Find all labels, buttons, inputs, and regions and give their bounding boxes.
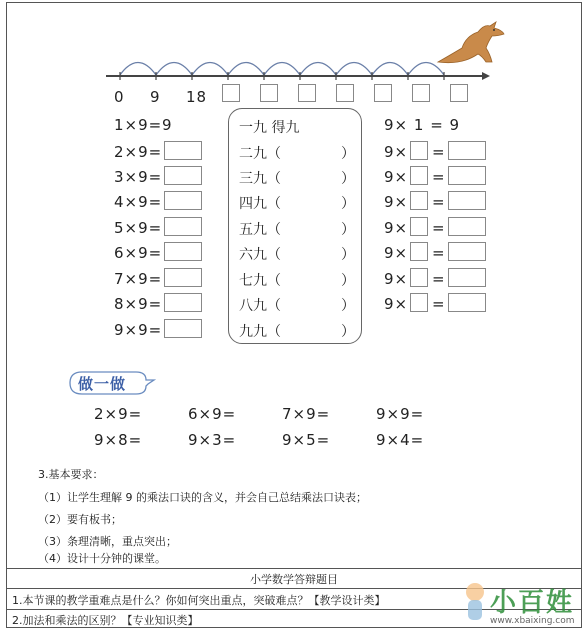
- right-prefix: 9×: [384, 270, 409, 288]
- rhyme-line: 四九（: [239, 196, 281, 212]
- rhyme-panel: [228, 108, 362, 344]
- practice-title: 做一做: [78, 375, 127, 393]
- right-prefix: 9×: [384, 143, 409, 161]
- equals-sign: =: [432, 168, 446, 186]
- rhyme-close: ）: [341, 324, 355, 340]
- left-equation-answer: 9: [162, 116, 173, 134]
- practice-problem: 9×8=: [94, 431, 143, 449]
- product-box[interactable]: [448, 166, 486, 185]
- requirement-item: （3）条理清晰，重点突出；: [38, 535, 177, 548]
- factor-box[interactable]: [410, 191, 428, 210]
- requirement-item: （2）要有板书；: [38, 513, 122, 526]
- left-equation: 2×9=: [114, 143, 163, 161]
- equals-sign: =: [432, 295, 446, 313]
- defense-question: 1.本节课的教学重难点是什么？你如何突出重点，突破难点？【教学设计类】: [12, 594, 386, 607]
- number-line-blank[interactable]: [260, 84, 278, 102]
- practice-problem: 9×3=: [188, 431, 237, 449]
- answer-box[interactable]: [164, 319, 202, 338]
- factor-box[interactable]: [410, 242, 428, 261]
- watermark-url: www.xbaixing.com: [490, 616, 575, 626]
- factor-box[interactable]: [410, 268, 428, 287]
- rhyme-close: ）: [341, 247, 355, 263]
- product-box[interactable]: [448, 268, 486, 287]
- answer-box[interactable]: [164, 217, 202, 236]
- kangaroo-icon: [432, 18, 508, 66]
- equals-sign: =: [432, 143, 446, 161]
- practice-problem: 2×9=: [94, 405, 143, 423]
- product-box[interactable]: [448, 217, 486, 236]
- right-prefix: 9×: [384, 244, 409, 262]
- rhyme-close: ）: [341, 171, 355, 187]
- rhyme-close: ）: [341, 273, 355, 289]
- requirements-heading: 3.基本要求：: [38, 468, 104, 481]
- product-box[interactable]: [448, 141, 486, 160]
- product-box[interactable]: [448, 293, 486, 312]
- practice-problem: 9×4=: [376, 431, 425, 449]
- number-line-blank[interactable]: [222, 84, 240, 102]
- factor-box[interactable]: [410, 217, 428, 236]
- requirement-item: （4）设计十分钟的课堂。: [38, 552, 166, 565]
- factor-box[interactable]: [410, 141, 428, 160]
- left-equation: 8×9=: [114, 295, 163, 313]
- right-prefix: 9×: [384, 193, 409, 211]
- rhyme-line: 九九（: [239, 324, 281, 340]
- number-line-blank[interactable]: [298, 84, 316, 102]
- equals-sign: =: [432, 270, 446, 288]
- number-line-label-0: 0: [114, 88, 125, 106]
- number-line-blank[interactable]: [336, 84, 354, 102]
- left-equation: 5×9=: [114, 219, 163, 237]
- factor-box[interactable]: [410, 293, 428, 312]
- left-equation: 4×9=: [114, 193, 163, 211]
- right-prefix: 9×: [384, 219, 409, 237]
- answer-box[interactable]: [164, 141, 202, 160]
- rhyme-line: 八九（: [239, 298, 281, 314]
- number-line-blank[interactable]: [412, 84, 430, 102]
- rhyme-first: 一九 得九: [239, 120, 300, 136]
- answer-box[interactable]: [164, 166, 202, 185]
- answer-box[interactable]: [164, 293, 202, 312]
- rhyme-close: ）: [341, 298, 355, 314]
- rhyme-close: ）: [341, 146, 355, 162]
- left-equation: 3×9=: [114, 168, 163, 186]
- equals-sign: =: [432, 193, 446, 211]
- practice-problem: 7×9=: [282, 405, 331, 423]
- defense-question: 2.加法和乘法的区别？【专业知识类】: [12, 614, 199, 627]
- requirement-item: （1）让学生理解 9 的乘法口诀的含义，并会自己总结乘法口诀表；: [38, 491, 367, 504]
- practice-problem: 9×9=: [376, 405, 425, 423]
- left-equation: 6×9=: [114, 244, 163, 262]
- divider: [6, 568, 582, 569]
- answer-box[interactable]: [164, 268, 202, 287]
- rhyme-close: ）: [341, 196, 355, 212]
- number-line-blank[interactable]: [450, 84, 468, 102]
- right-prefix: 9×: [384, 168, 409, 186]
- number-line-label-9: 9: [150, 88, 161, 106]
- defense-title: 小学数学答辩题目: [250, 573, 338, 586]
- answer-box[interactable]: [164, 191, 202, 210]
- left-equation: 7×9=: [114, 270, 163, 288]
- rhyme-line: 七九（: [239, 273, 281, 289]
- left-equation: 9×9=: [114, 321, 163, 339]
- rhyme-line: 三九（: [239, 171, 281, 187]
- rhyme-line: 六九（: [239, 247, 281, 263]
- rhyme-line: 五九（: [239, 222, 281, 238]
- number-line-blank[interactable]: [374, 84, 392, 102]
- left-equation: 1×9=: [114, 116, 163, 134]
- practice-problem: 9×5=: [282, 431, 331, 449]
- right-prefix: 9×: [384, 295, 409, 313]
- product-box[interactable]: [448, 242, 486, 261]
- factor-box[interactable]: [410, 166, 428, 185]
- rhyme-line: 二九（: [239, 146, 281, 162]
- answer-box[interactable]: [164, 242, 202, 261]
- equals-sign: =: [432, 219, 446, 237]
- practice-problem: 6×9=: [188, 405, 237, 423]
- mascot-icon: [462, 578, 488, 626]
- product-box[interactable]: [448, 191, 486, 210]
- rhyme-close: ）: [341, 222, 355, 238]
- equals-sign: =: [432, 244, 446, 262]
- watermark-brand: 小百姓: [490, 588, 575, 618]
- right-equation-first: 9× 1 = 9: [384, 116, 461, 134]
- number-line-label-18: 18: [186, 88, 208, 106]
